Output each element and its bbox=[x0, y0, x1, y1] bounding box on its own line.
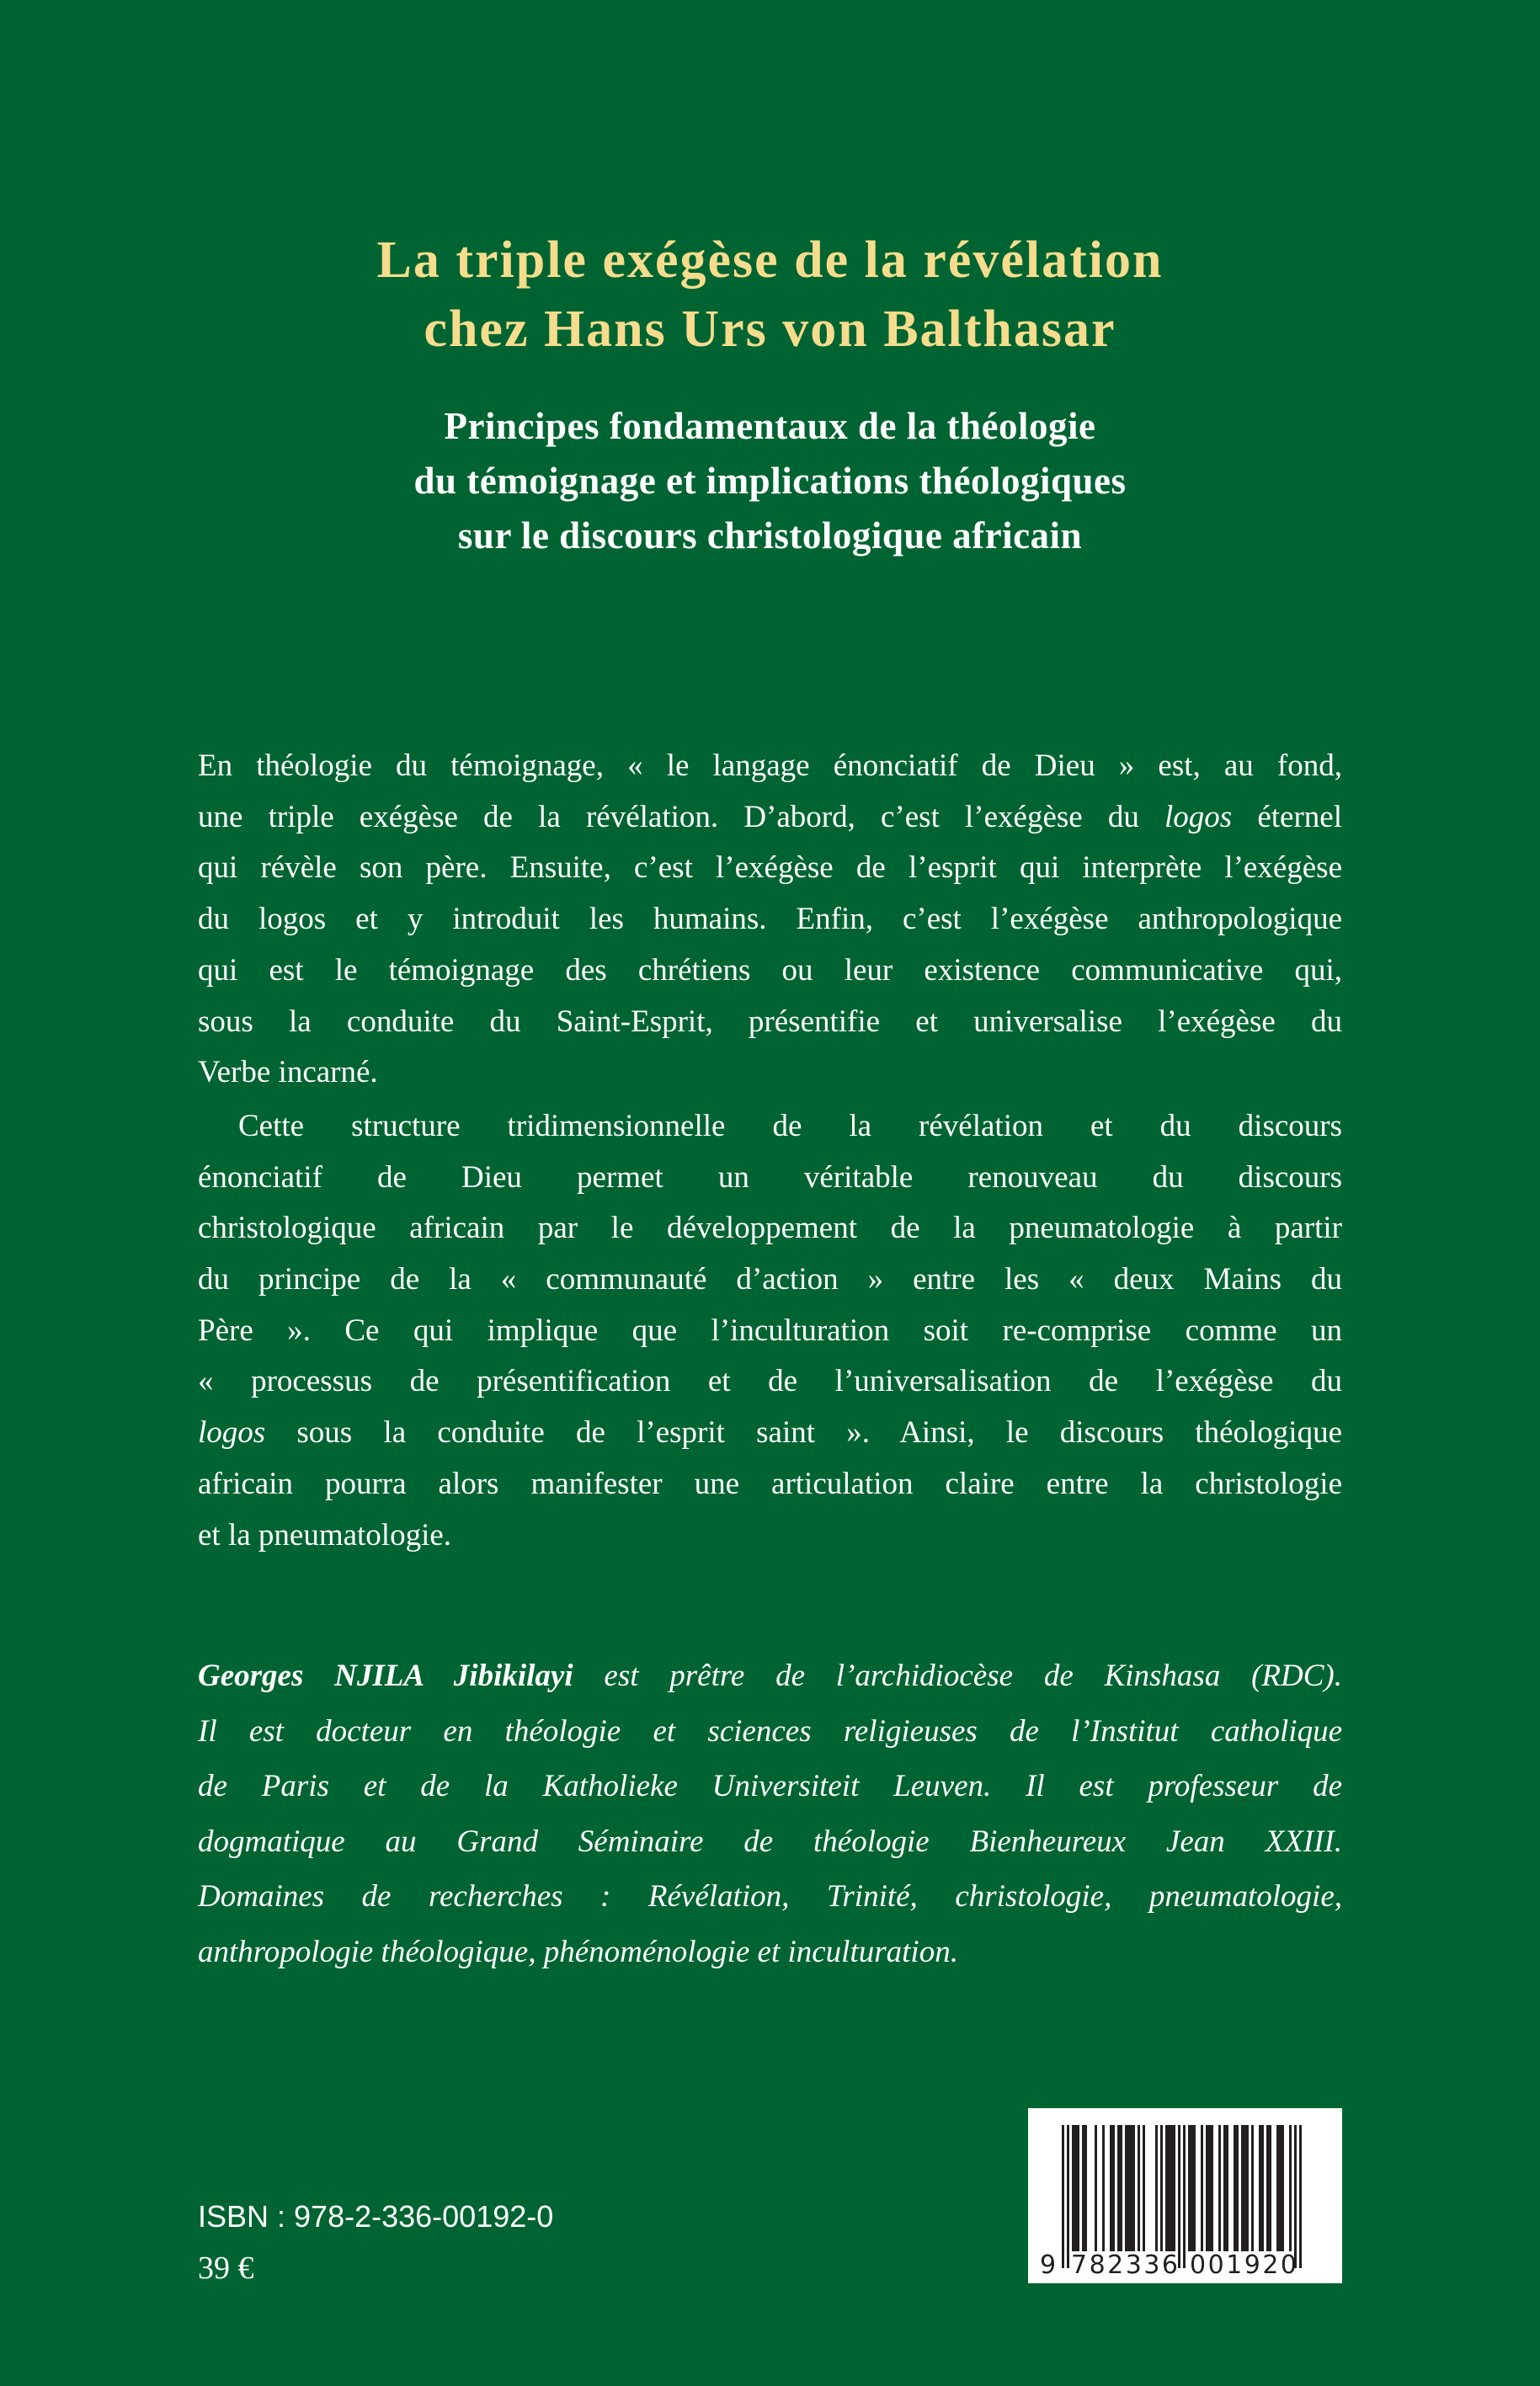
barcode-bar bbox=[1211, 2125, 1213, 2251]
text-line bbox=[198, 1203, 1342, 1254]
barcode-bar bbox=[1261, 2125, 1264, 2251]
barcode-bar bbox=[1191, 2125, 1193, 2251]
barcode-bar bbox=[1178, 2125, 1180, 2268]
barcode-bar bbox=[1226, 2125, 1228, 2251]
barcode-bar bbox=[1138, 2125, 1140, 2251]
barcode-bar bbox=[1155, 2125, 1158, 2251]
barcode-graphic bbox=[1028, 2108, 1342, 2283]
barcode-bar bbox=[1127, 2125, 1130, 2251]
barcode-bar bbox=[1112, 2125, 1115, 2251]
text-line bbox=[198, 843, 1342, 894]
text-line bbox=[198, 1704, 1342, 1760]
barcode-bar bbox=[1125, 2125, 1127, 2251]
barcode-bar bbox=[1132, 2125, 1135, 2251]
text-segment: une triple exégèse de la révélation. D’abord, c’est l’exégèse du bbox=[198, 799, 1164, 834]
text-segment: Cette structure tridimensionnelle de la révélation et du discours bbox=[238, 1108, 1342, 1143]
subtitle-line: sur le discours christologique africain bbox=[457, 514, 1083, 557]
text-segment: « processus de présentification et de l’universalisation de l’exégèse du bbox=[198, 1364, 1342, 1399]
text-segment: est prêtre de l’archidiocèse de Kinshasa (RDC). bbox=[573, 1659, 1342, 1693]
barcode-bar bbox=[1193, 2125, 1196, 2251]
barcode-bar bbox=[1074, 2125, 1077, 2251]
barcode-digits: 001920 bbox=[1190, 2250, 1299, 2280]
barcode-bar bbox=[1234, 2125, 1236, 2251]
barcode-bar bbox=[1188, 2125, 1191, 2251]
text-line bbox=[198, 1459, 1342, 1510]
text-segment: du logos et y introduit les humains. Enfin, c’est l’exégèse anthropologique bbox=[198, 902, 1342, 937]
barcode-bar bbox=[1251, 2125, 1254, 2251]
barcode-bar bbox=[1269, 2125, 1271, 2251]
barcode-bar bbox=[1143, 2125, 1145, 2251]
barcode-bar bbox=[1236, 2125, 1239, 2251]
barcode-bar bbox=[1279, 2125, 1282, 2251]
barcode-bar bbox=[1246, 2125, 1249, 2251]
barcode-bar bbox=[1173, 2125, 1175, 2251]
text-line bbox=[198, 1254, 1342, 1306]
text-line bbox=[198, 894, 1342, 945]
text-segment: Père ». Ce qui implique que l’inculturation soit re-comprise comme un bbox=[198, 1313, 1342, 1348]
text-segment: énonciatif de Dieu permet un véritable renouveau du discours bbox=[198, 1159, 1342, 1195]
title-line: chez Hans Urs von Balthasar bbox=[424, 301, 1116, 358]
barcode-bar bbox=[1168, 2125, 1170, 2251]
barcode-bar bbox=[1084, 2125, 1087, 2251]
text-segment: qui révèle son père. Ensuite, c’est l’exégèse de l’esprit qui interprète l’exégèse bbox=[198, 850, 1342, 886]
text-line bbox=[198, 1869, 1342, 1925]
barcode-bar bbox=[1067, 2125, 1069, 2268]
text-line bbox=[198, 1047, 1342, 1099]
text-segment: qui est le témoignage des chrétiens ou leur existence communicative qui, bbox=[198, 952, 1342, 988]
text-line bbox=[198, 1648, 1342, 1704]
text-line bbox=[198, 1408, 1342, 1459]
barcode-bar bbox=[1201, 2125, 1203, 2251]
author-bio bbox=[198, 1648, 1342, 1979]
text-line bbox=[198, 741, 1342, 792]
barcode-bar bbox=[1117, 2125, 1120, 2251]
summary-paragraph bbox=[198, 1101, 1342, 1561]
title-line: La triple exégèse de la révélation bbox=[376, 232, 1164, 289]
barcode bbox=[1028, 2108, 1342, 2283]
barcode-bar bbox=[1244, 2125, 1246, 2251]
barcode-bar bbox=[1208, 2125, 1211, 2251]
text-segment: africain pourra alors manifester une articulation claire entre la christologie bbox=[198, 1466, 1342, 1501]
barcode-digits: 782336 bbox=[1071, 2250, 1180, 2280]
barcode-bar bbox=[1095, 2125, 1097, 2251]
italic-term: logos bbox=[1164, 799, 1233, 834]
barcode-bar bbox=[1276, 2125, 1279, 2251]
text-segment: anthropologie théologique, phénoménologie et inculturation. bbox=[198, 1934, 958, 1969]
barcode-bar bbox=[1120, 2125, 1122, 2251]
text-line bbox=[198, 997, 1342, 1048]
barcode-bar bbox=[1130, 2125, 1132, 2251]
text-segment: christologique africain par le développement de la pneumatologie à partir bbox=[198, 1211, 1342, 1246]
barcode-bar bbox=[1082, 2125, 1084, 2251]
text-line bbox=[198, 1153, 1342, 1204]
text-line bbox=[198, 1925, 1342, 1980]
text-segment: sous la conduite du Saint-Esprit, présentifie et universalise l’exégèse du bbox=[198, 1004, 1342, 1039]
barcode-bar bbox=[1062, 2125, 1064, 2268]
text-segment: dogmatique au Grand Séminaire de théologie Bienheureux Jean XXIII. bbox=[198, 1824, 1342, 1859]
text-line bbox=[198, 1814, 1342, 1870]
text-line bbox=[198, 792, 1342, 844]
barcode-bar bbox=[1077, 2125, 1079, 2251]
book-subtitle bbox=[0, 399, 1540, 563]
book-title bbox=[0, 226, 1540, 364]
price: 39 € bbox=[198, 2250, 254, 2286]
text-line bbox=[198, 1306, 1342, 1357]
isbn: ISBN : 978-2-336-00192-0 bbox=[198, 2199, 554, 2234]
barcode-bar bbox=[1206, 2125, 1208, 2251]
text-line bbox=[198, 1101, 1342, 1153]
text-segment: et la pneumatologie. bbox=[198, 1517, 452, 1552]
text-segment: éternel bbox=[1232, 799, 1342, 834]
barcode-bar bbox=[1170, 2125, 1173, 2251]
barcode-bar bbox=[1072, 2125, 1074, 2251]
barcode-bar bbox=[1241, 2125, 1244, 2251]
barcode-bar bbox=[1282, 2125, 1284, 2251]
barcode-bar bbox=[1102, 2125, 1105, 2251]
barcode-bar bbox=[1165, 2125, 1168, 2251]
barcode-bar bbox=[1110, 2125, 1112, 2251]
barcode-bar bbox=[1259, 2125, 1261, 2251]
subtitle-line: du témoignage et implications théologiques bbox=[413, 460, 1127, 502]
author-name: Georges NJILA Jibikilayi bbox=[198, 1659, 573, 1693]
barcode-bar bbox=[1289, 2125, 1292, 2251]
barcode-digits: 9 bbox=[1040, 2250, 1058, 2280]
italic-term: logos bbox=[198, 1415, 266, 1451]
text-segment: Verbe incarné. bbox=[198, 1055, 378, 1090]
barcode-bar bbox=[1223, 2125, 1226, 2251]
barcode-bar bbox=[1294, 2125, 1297, 2268]
text-segment: de Paris et de la Katholieke Universiteit Leuven. Il est professeur de bbox=[198, 1769, 1342, 1803]
barcode-bar bbox=[1218, 2125, 1221, 2251]
text-line bbox=[198, 1356, 1342, 1408]
text-line bbox=[198, 1759, 1342, 1814]
subtitle-line: Principes fondamentaux de la théologie bbox=[444, 405, 1096, 447]
barcode-bar bbox=[1160, 2125, 1163, 2251]
text-segment: Il est docteur en théologie et sciences religieuses de l’Institut catholique bbox=[198, 1713, 1342, 1749]
barcode-bar bbox=[1266, 2125, 1269, 2251]
barcode-bar bbox=[1183, 2125, 1186, 2268]
text-segment: En théologie du témoignage, « le langage énonciatif de Dieu » est, au fond, bbox=[198, 748, 1342, 783]
text-segment: du principe de la « communauté d’action » entre les « deux Mains du bbox=[198, 1262, 1342, 1297]
text-line bbox=[198, 945, 1342, 997]
text-segment: sous la conduite de l’esprit saint ». Ainsi, le discours théologique bbox=[265, 1415, 1342, 1451]
summary-text bbox=[198, 741, 1342, 1561]
summary-paragraph bbox=[198, 741, 1342, 1099]
barcode-bar bbox=[1299, 2125, 1302, 2268]
text-line bbox=[198, 1510, 1342, 1562]
text-segment: Domaines de recherches : Révélation, Trinité, christologie, pneumatologie, bbox=[198, 1879, 1342, 1914]
